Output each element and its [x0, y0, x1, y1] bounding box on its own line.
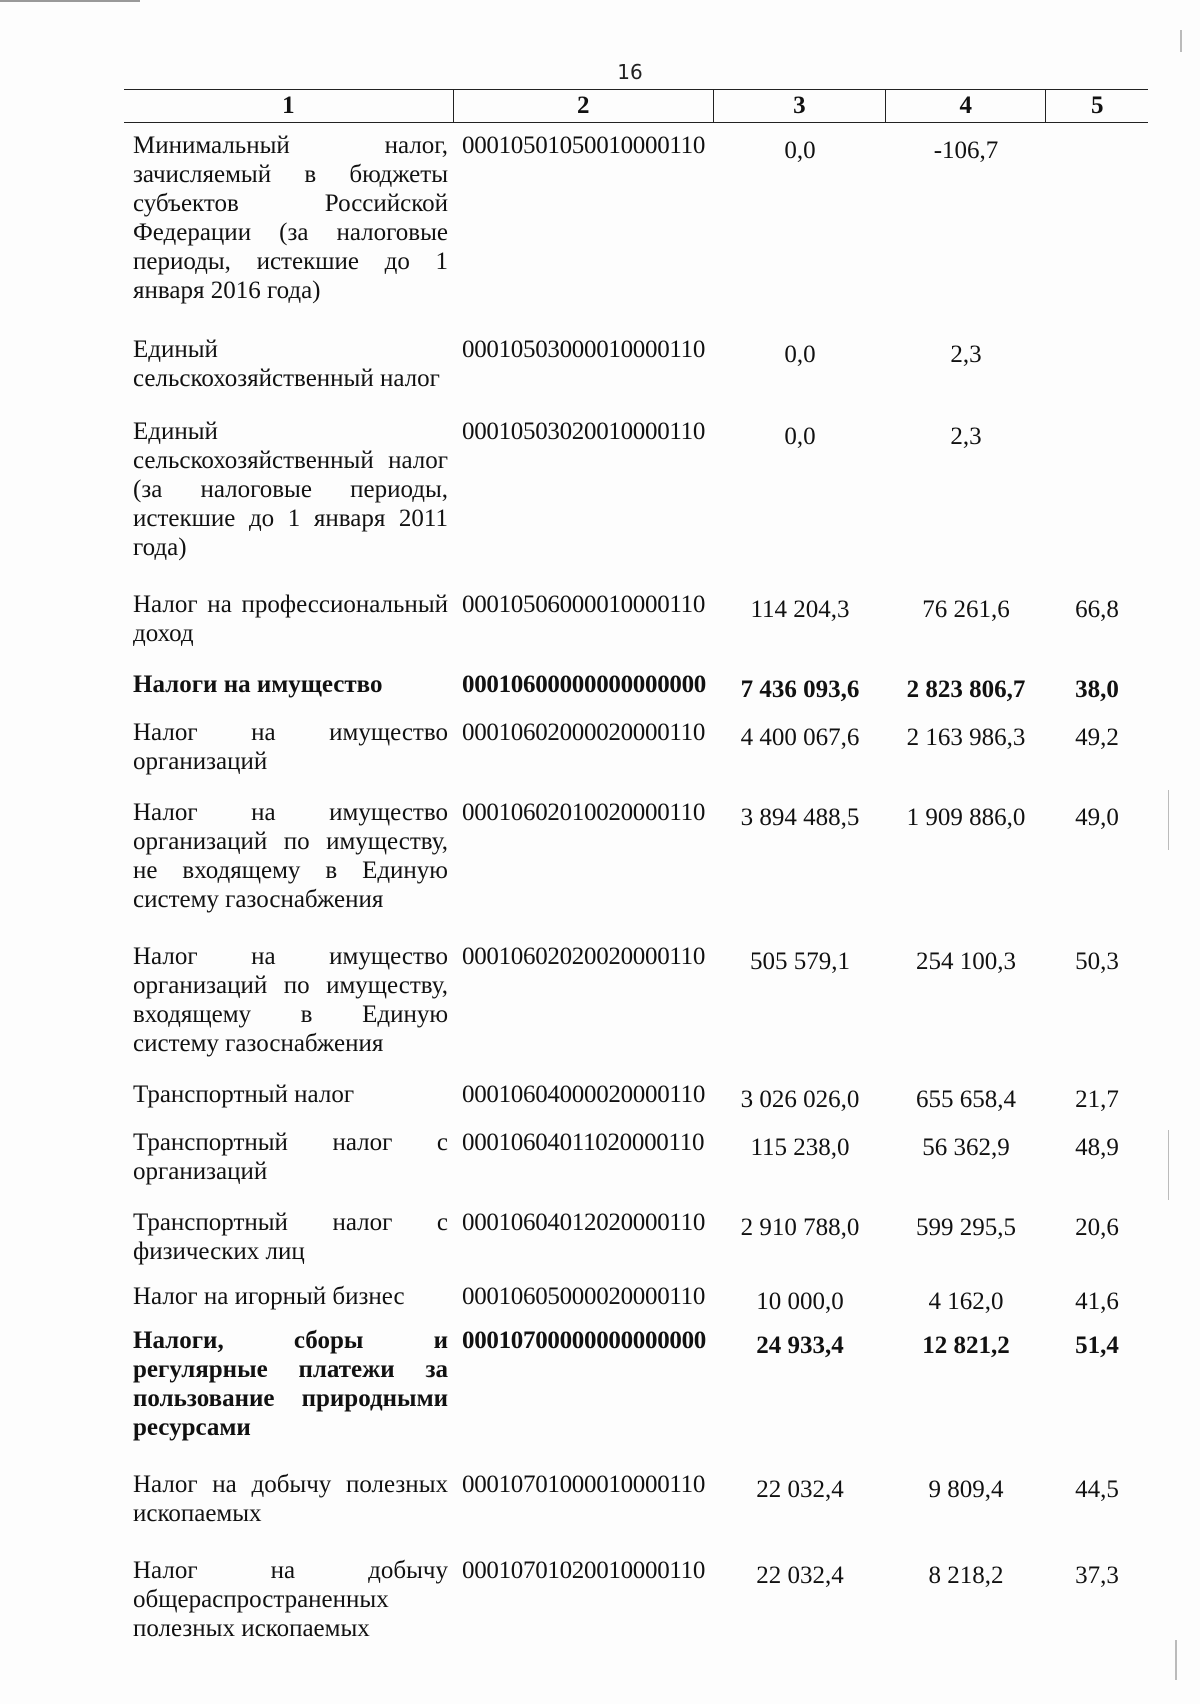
table-row — [124, 1282, 1148, 1316]
row-value-4: 655 658,4 — [916, 1086, 1016, 1113]
row-code: 00010602020020000110 — [462, 943, 706, 970]
header-col-5: 5 — [1090, 92, 1104, 119]
row-value-3: 2 910 788,0 — [740, 1214, 860, 1241]
header-col-4: 4 — [886, 90, 1046, 122]
row-code: 00010503000010000110 — [462, 336, 706, 363]
row-value-5: 51,4 — [1075, 1332, 1119, 1359]
row-value-3: 0,0 — [784, 137, 816, 164]
row-name: Налоги на имущество — [133, 671, 383, 698]
row-value-4: 2,3 — [950, 341, 982, 368]
row-name: Транспортный налог — [133, 1081, 355, 1108]
row-name: Налог на добычу полезных ископаемых — [133, 1471, 448, 1527]
header-col-3: 3 — [714, 90, 886, 122]
row-value-5: 49,0 — [1075, 804, 1119, 831]
row-code: 00010700000000000000 — [462, 1327, 707, 1354]
row-value-4: 599 295,5 — [916, 1214, 1016, 1241]
row-value-3: 505 579,1 — [750, 948, 850, 975]
row-value-5: 48,9 — [1075, 1134, 1119, 1161]
row-code: 00010604012020000110 — [462, 1209, 706, 1236]
row-name: Налог на имущество организаций по имуществу, входящему в Единую систему газоснабжения — [133, 943, 448, 1057]
row-value-5: 44,5 — [1075, 1476, 1119, 1503]
table-row — [124, 1208, 1148, 1266]
row-value-4: 8 218,2 — [928, 1562, 1004, 1589]
table-row — [124, 718, 1148, 776]
row-value-5 — [1046, 131, 1148, 305]
row-value-3: 3 894 488,5 — [740, 804, 860, 831]
table-row — [124, 131, 1148, 305]
row-value-4: 12 821,2 — [922, 1332, 1010, 1359]
row-value-5: 20,6 — [1075, 1214, 1119, 1241]
page-number: 16 — [617, 60, 643, 84]
row-value-4: 56 362,9 — [922, 1134, 1010, 1161]
row-code: 00010600000000000000 — [462, 671, 707, 698]
row-value-5 — [1046, 335, 1148, 393]
row-value-3: 115 238,0 — [750, 1134, 850, 1161]
row-code: 00010602000020000110 — [462, 719, 706, 746]
header-col-1: 1 — [124, 90, 454, 122]
row-value-3: 7 436 093,6 — [740, 676, 860, 703]
row-value-3: 3 026 026,0 — [740, 1086, 860, 1113]
row-code: 00010605000020000110 — [462, 1283, 706, 1310]
table-row — [124, 798, 1148, 914]
row-code: 00010506000010000110 — [462, 591, 706, 618]
row-value-5: 38,0 — [1075, 676, 1119, 703]
row-value-4: 1 909 886,0 — [906, 804, 1026, 831]
row-name: Налоги, сборы и регулярные платежи за пользование природными ресурсами — [133, 1327, 448, 1441]
row-value-4: 2,3 — [950, 423, 982, 450]
revenue-table — [124, 89, 1148, 1643]
row-value-5: 49,2 — [1075, 724, 1119, 751]
table-row — [124, 1470, 1148, 1528]
row-value-4: 254 100,3 — [916, 948, 1016, 975]
row-value-3: 22 032,4 — [756, 1562, 844, 1589]
row-value-4: 9 809,4 — [928, 1476, 1004, 1503]
table-header-row — [124, 89, 1148, 123]
table-body — [124, 131, 1148, 1643]
row-value-5: 21,7 — [1075, 1086, 1119, 1113]
row-name: Транспортный налог с физических лиц — [133, 1209, 448, 1265]
row-value-3: 0,0 — [784, 423, 816, 450]
table-row — [124, 417, 1148, 562]
table-row — [124, 590, 1148, 648]
row-name: Налог на имущество организаций — [133, 719, 448, 775]
row-code: 00010501050010000110 — [462, 132, 706, 159]
row-name: Налог на игорный бизнес — [133, 1283, 405, 1310]
table-row — [124, 1326, 1148, 1442]
row-value-3: 0,0 — [784, 341, 816, 368]
table-row — [124, 1128, 1148, 1186]
row-value-3: 114 204,3 — [750, 596, 850, 623]
row-code: 00010701020010000110 — [462, 1557, 706, 1584]
row-value-4: 4 162,0 — [928, 1288, 1004, 1315]
row-name: Налог на добычу общераспространенных полезных ископаемых — [133, 1557, 448, 1642]
table-row — [124, 1556, 1148, 1643]
row-value-3: 22 032,4 — [756, 1476, 844, 1503]
row-value-5: 50,3 — [1075, 948, 1119, 975]
table-row — [124, 335, 1148, 393]
row-value-5: 37,3 — [1075, 1562, 1119, 1589]
row-name: Единый сельскохозяйственный налог (за налоговые периоды, истекшие до 1 января 2011 года) — [133, 418, 448, 561]
row-value-3: 4 400 067,6 — [740, 724, 860, 751]
row-value-4: 2 823 806,7 — [906, 676, 1026, 703]
row-value-4: -106,7 — [933, 137, 999, 164]
row-value-5: 41,6 — [1075, 1288, 1119, 1315]
row-code: 00010602010020000110 — [462, 799, 706, 826]
row-name: Единый сельскохозяйственный налог — [133, 336, 440, 392]
row-value-4: 2 163 986,3 — [906, 724, 1026, 751]
row-name: Налог на профессиональный доход — [133, 591, 448, 647]
table-row — [124, 942, 1148, 1058]
row-value-4: 76 261,6 — [922, 596, 1010, 623]
row-name: Минимальный налог, зачисляемый в бюджеты субъектов Российской Федерации (за налоговые периоды, истекшие до 1 января 2016 года) — [133, 132, 448, 304]
header-col-2: 2 — [454, 90, 714, 122]
row-name: Налог на имущество организаций по имуществу, не входящему в Единую систему газоснабжения — [133, 799, 448, 913]
row-name: Транспортный налог с организаций — [133, 1129, 448, 1185]
row-code: 00010604011020000110 — [462, 1129, 705, 1156]
row-value-5: 66,8 — [1075, 596, 1119, 623]
row-value-3: 10 000,0 — [756, 1288, 844, 1315]
table-row — [124, 1080, 1148, 1114]
row-code: 00010503020010000110 — [462, 418, 706, 445]
table-row — [124, 670, 1148, 704]
row-code: 00010701000010000110 — [462, 1471, 706, 1498]
row-value-3: 24 933,4 — [756, 1332, 844, 1359]
row-value-5 — [1046, 417, 1148, 562]
row-code: 00010604000020000110 — [462, 1081, 706, 1108]
